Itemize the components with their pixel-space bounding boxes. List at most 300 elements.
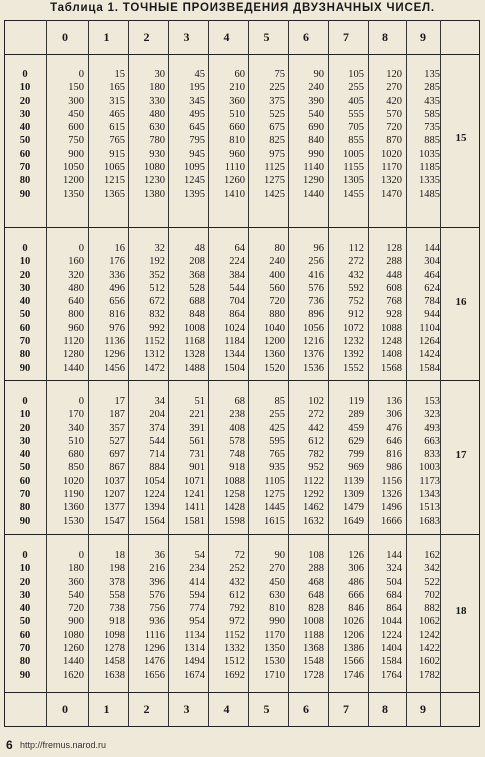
block-multiplier: 16 <box>455 296 467 308</box>
product-cell: 1170 <box>264 629 285 641</box>
product-cell: 1184 <box>224 336 245 348</box>
product-cell: 390 <box>308 95 324 107</box>
product-cell: 32 <box>154 243 165 254</box>
row-label: 70 <box>19 162 31 174</box>
product-cell: 640 <box>68 296 84 308</box>
product-cell: 1410 <box>224 188 245 200</box>
value-column <box>368 395 402 528</box>
product-cell: 1188 <box>303 629 324 641</box>
row-label: 20 <box>19 422 31 434</box>
product-cell: 360 <box>229 95 245 107</box>
product-cell: 375 <box>269 95 285 107</box>
product-cell: 1248 <box>381 336 402 348</box>
product-cell: 1312 <box>144 349 165 361</box>
product-cell: 510 <box>229 108 245 120</box>
product-cell: 1224 <box>381 629 402 641</box>
product-cell: 180 <box>68 563 84 575</box>
product-cell: 270 <box>386 82 402 94</box>
column-header: 2 <box>143 702 150 716</box>
product-cell: 896 <box>308 309 324 321</box>
product-cell: 1615 <box>264 515 285 527</box>
value-column <box>328 242 364 375</box>
row-label: 90 <box>19 188 31 200</box>
value-column <box>368 68 402 201</box>
product-cell: 1326 <box>381 489 402 501</box>
product-cell: 425 <box>269 422 285 434</box>
product-cell: 1056 <box>303 322 324 334</box>
product-cell: 1666 <box>381 515 402 527</box>
product-cell: 400 <box>269 269 285 281</box>
product-cell: 915 <box>109 148 125 160</box>
product-cell: 648 <box>308 589 324 601</box>
product-cell: 252 <box>229 563 245 575</box>
product-cell: 45 <box>194 69 205 80</box>
product-cell: 360 <box>68 576 84 588</box>
product-cell: 204 <box>149 409 165 421</box>
product-cell: 1656 <box>144 669 165 681</box>
product-cell: 675 <box>269 122 285 134</box>
product-cell: 150 <box>68 82 84 94</box>
value-column <box>368 549 402 682</box>
product-cell: 420 <box>386 95 402 107</box>
product-cell: 735 <box>424 122 440 134</box>
table-title: Таблица 1. ТОЧНЫЕ ПРОИЗВЕДЕНИЯ ДВУЗНАЧНЫХ ЧИСЕЛ. <box>50 2 435 14</box>
product-cell: 340 <box>68 422 84 434</box>
product-cell: 416 <box>308 269 324 281</box>
product-cell: 272 <box>348 256 364 268</box>
product-cell: 225 <box>269 82 285 94</box>
product-cell: 324 <box>386 563 402 575</box>
product-cell: 1360 <box>264 349 285 361</box>
column-header: 0 <box>62 702 68 716</box>
product-cell: 1494 <box>184 656 205 668</box>
product-cell: 119 <box>348 396 364 407</box>
product-cell: 720 <box>386 122 402 134</box>
product-cell: 900 <box>68 148 84 160</box>
product-cell: 525 <box>269 108 285 120</box>
product-cell: 1098 <box>104 629 125 641</box>
product-cell: 315 <box>109 95 125 107</box>
product-cell: 1280 <box>63 349 84 361</box>
product-cell: 323 <box>424 409 440 421</box>
product-cell: 480 <box>149 108 165 120</box>
product-cell: 64 <box>234 243 245 254</box>
column-header: 2 <box>143 30 150 44</box>
product-cell: 1692 <box>224 669 245 681</box>
value-column <box>248 242 285 375</box>
product-cell: 1088 <box>381 322 402 334</box>
product-cell: 480 <box>68 282 84 294</box>
product-cell: 1155 <box>343 162 364 174</box>
product-cell: 512 <box>149 282 165 294</box>
product-cell: 864 <box>229 309 245 321</box>
product-cell: 1470 <box>381 188 402 200</box>
value-column <box>88 242 125 375</box>
product-cell: 1620 <box>63 669 84 681</box>
product-cell: 780 <box>149 135 165 147</box>
product-cell: 1020 <box>381 148 402 160</box>
value-column <box>208 242 245 375</box>
value-column <box>46 395 84 528</box>
value-column <box>128 549 165 682</box>
product-cell: 1232 <box>343 336 364 348</box>
column-header: 6 <box>303 30 309 44</box>
product-cell: 992 <box>149 322 165 334</box>
product-cell: 544 <box>229 282 245 294</box>
product-cell: 1278 <box>104 643 125 655</box>
product-cell: 234 <box>189 563 205 575</box>
row-labels <box>4 68 46 201</box>
product-cell: 170 <box>68 409 84 421</box>
value-column <box>46 242 84 375</box>
product-cell: 578 <box>229 435 245 447</box>
product-cell: 1134 <box>184 629 205 641</box>
product-cell: 1428 <box>224 502 245 514</box>
row-label: 90 <box>19 515 31 527</box>
watermark-url: http://fremus.narod.ru <box>20 740 107 750</box>
product-cell: 528 <box>189 282 205 294</box>
value-column <box>168 549 205 682</box>
column-header: 4 <box>223 702 230 716</box>
product-cell: 1458 <box>104 656 125 668</box>
product-cell: 160 <box>68 256 84 268</box>
product-cell: 1071 <box>184 475 205 487</box>
row-label: 0 <box>22 69 28 80</box>
row-label: 50 <box>19 462 31 474</box>
product-cell: 408 <box>229 422 245 434</box>
product-cell: 384 <box>229 269 245 281</box>
product-cell: 646 <box>386 435 402 447</box>
product-cell: 240 <box>308 82 324 94</box>
product-cell: 1504 <box>224 362 245 374</box>
row-label: 60 <box>19 475 31 487</box>
product-cell: 1344 <box>224 349 245 361</box>
product-cell: 1105 <box>264 475 285 487</box>
product-cell: 1380 <box>144 188 165 200</box>
product-cell: 1512 <box>224 656 245 668</box>
product-cell: 972 <box>229 616 245 628</box>
product-cell: 594 <box>189 589 205 601</box>
product-cell: 976 <box>109 322 125 334</box>
product-cell: 36 <box>154 550 165 561</box>
product-cell: 918 <box>109 616 125 628</box>
product-cell: 782 <box>308 449 324 461</box>
value-column <box>288 68 324 201</box>
product-cell: 765 <box>109 135 125 147</box>
product-cell: 450 <box>269 576 285 588</box>
product-cell: 405 <box>348 95 364 107</box>
product-cell: 736 <box>308 296 324 308</box>
row-label: 60 <box>19 148 31 160</box>
row-label: 30 <box>19 282 31 294</box>
product-cell: 1350 <box>264 643 285 655</box>
product-cell: 1320 <box>381 175 402 187</box>
product-cell: 54 <box>194 550 205 561</box>
product-cell: 1062 <box>419 616 440 628</box>
product-cell: 221 <box>189 409 205 421</box>
product-cell: 595 <box>269 435 285 447</box>
product-cell: 1080 <box>144 162 165 174</box>
product-cell: 1566 <box>343 656 364 668</box>
product-cell: 442 <box>308 422 324 434</box>
row-label: 0 <box>22 396 28 407</box>
column-header: 8 <box>382 30 388 44</box>
product-cell: 1513 <box>419 502 440 514</box>
product-cell: 720 <box>269 296 285 308</box>
product-cell: 1044 <box>381 616 402 628</box>
row-label: 70 <box>19 643 31 655</box>
product-cell: 1476 <box>144 656 165 668</box>
product-cell: 1564 <box>144 515 165 527</box>
product-cell: 1485 <box>419 188 440 200</box>
row-label: 90 <box>19 669 31 681</box>
product-cell: 1408 <box>381 349 402 361</box>
product-cell: 51 <box>194 396 205 407</box>
product-cell: 1455 <box>343 188 364 200</box>
product-cell: 558 <box>109 589 125 601</box>
product-cell: 135 <box>424 69 440 80</box>
row-label: 70 <box>19 336 31 348</box>
product-cell: 1275 <box>264 489 285 501</box>
product-cell: 1584 <box>419 362 440 374</box>
product-cell: 816 <box>386 449 402 461</box>
product-cell: 1296 <box>104 349 125 361</box>
product-cell: 1008 <box>184 322 205 334</box>
value-column <box>288 242 324 375</box>
product-cell: 396 <box>149 576 165 588</box>
product-cell: 60 <box>234 69 245 80</box>
product-cell: 162 <box>424 550 440 561</box>
product-cell: 936 <box>149 616 165 628</box>
product-cell: 630 <box>149 122 165 134</box>
product-cell: 1710 <box>264 669 285 681</box>
product-cell: 1350 <box>63 188 84 200</box>
product-cell: 615 <box>109 122 125 134</box>
product-cell: 330 <box>149 95 165 107</box>
value-column <box>288 395 324 528</box>
product-cell: 391 <box>189 422 205 434</box>
product-cell: 0 <box>78 396 84 407</box>
product-cell: 126 <box>348 550 364 561</box>
product-cell: 990 <box>308 148 324 160</box>
product-cell: 255 <box>269 409 285 421</box>
product-cell: 75 <box>274 69 285 80</box>
product-cell: 432 <box>348 269 364 281</box>
value-column <box>88 68 125 201</box>
product-cell: 1072 <box>343 322 364 334</box>
row-label: 10 <box>19 409 31 421</box>
product-cell: 486 <box>348 576 364 588</box>
product-cell: 1116 <box>144 629 165 641</box>
block-multiplier: 18 <box>455 605 467 617</box>
product-cell: 85 <box>274 396 285 407</box>
product-cell: 561 <box>189 435 205 447</box>
product-cell: 1290 <box>303 175 324 187</box>
product-cell: 1530 <box>63 515 84 527</box>
product-cell: 975 <box>269 148 285 160</box>
product-cell: 585 <box>424 108 440 120</box>
product-cell: 1764 <box>381 669 402 681</box>
product-cell: 304 <box>424 256 440 268</box>
product-cell: 945 <box>189 148 205 160</box>
row-label: 0 <box>22 243 28 254</box>
row-label: 50 <box>19 135 31 147</box>
product-cell: 1440 <box>63 656 84 668</box>
product-cell: 1242 <box>419 629 440 641</box>
product-cell: 1003 <box>419 462 440 474</box>
product-cell: 935 <box>269 462 285 474</box>
row-label: 10 <box>19 82 31 94</box>
product-cell: 1728 <box>303 669 324 681</box>
product-cell: 1581 <box>184 515 205 527</box>
product-cell: 544 <box>149 435 165 447</box>
product-cell: 576 <box>308 282 324 294</box>
row-labels <box>4 395 46 528</box>
product-cell: 1200 <box>264 336 285 348</box>
product-cell: 1365 <box>104 188 125 200</box>
product-cell: 522 <box>424 576 440 588</box>
product-cell: 690 <box>308 122 324 134</box>
product-cell: 1479 <box>343 502 364 514</box>
product-cell: 1260 <box>224 175 245 187</box>
row-label: 0 <box>22 550 28 561</box>
product-cell: 414 <box>189 576 205 588</box>
product-cell: 624 <box>424 282 440 294</box>
value-column <box>88 395 125 528</box>
product-cell: 1395 <box>184 188 205 200</box>
product-cell: 1173 <box>419 475 440 487</box>
product-cell: 828 <box>308 603 324 615</box>
row-label: 60 <box>19 629 31 641</box>
product-cell: 774 <box>189 603 205 615</box>
value-column <box>168 242 205 375</box>
product-cell: 208 <box>189 256 205 268</box>
product-cell: 1440 <box>303 188 324 200</box>
product-cell: 112 <box>348 243 364 254</box>
product-cell: 969 <box>348 462 364 474</box>
row-label: 80 <box>19 175 31 187</box>
row-label: 20 <box>19 95 31 107</box>
row-label: 50 <box>19 616 31 628</box>
product-cell: 560 <box>269 282 285 294</box>
product-cell: 128 <box>386 243 402 254</box>
product-cell: 48 <box>194 243 205 254</box>
product-cell: 1360 <box>63 502 84 514</box>
product-cell: 1488 <box>184 362 205 374</box>
product-cell: 884 <box>149 462 165 474</box>
product-cell: 1440 <box>63 362 84 374</box>
value-column <box>46 549 84 682</box>
product-cell: 1168 <box>184 336 205 348</box>
column-header: 1 <box>103 702 110 716</box>
product-cell: 870 <box>386 135 402 147</box>
table-block <box>4 54 480 226</box>
product-cell: 850 <box>68 462 84 474</box>
product-cell: 1054 <box>144 475 165 487</box>
column-header: 3 <box>183 702 190 716</box>
product-cell: 105 <box>348 69 364 80</box>
row-label: 90 <box>19 362 31 374</box>
column-header: 0 <box>62 30 68 44</box>
product-cell: 1104 <box>419 322 440 334</box>
product-cell: 663 <box>424 435 440 447</box>
product-cell: 336 <box>109 269 125 281</box>
product-cell: 256 <box>308 256 324 268</box>
product-cell: 1782 <box>419 669 440 681</box>
product-cell: 176 <box>109 256 125 268</box>
column-header: 3 <box>183 30 190 44</box>
product-cell: 1404 <box>381 643 402 655</box>
product-cell: 1530 <box>264 656 285 668</box>
product-cell: 882 <box>424 603 440 615</box>
value-column <box>328 395 364 528</box>
value-column <box>168 68 205 201</box>
product-cell: 102 <box>308 396 324 407</box>
block-multiplier: 15 <box>455 132 467 144</box>
value-column <box>208 68 245 201</box>
value-column <box>406 549 440 682</box>
product-cell: 90 <box>274 550 285 561</box>
column-header: 1 <box>103 30 110 44</box>
product-cell: 1224 <box>144 489 165 501</box>
product-cell: 1190 <box>63 489 84 501</box>
product-cell: 495 <box>189 108 205 120</box>
product-cell: 1241 <box>184 489 205 501</box>
product-cell: 450 <box>68 108 84 120</box>
product-cell: 1120 <box>63 336 84 348</box>
product-cell: 1422 <box>419 643 440 655</box>
product-cell: 16 <box>114 243 125 254</box>
product-cell: 660 <box>229 122 245 134</box>
product-cell: 187 <box>109 409 125 421</box>
product-cell: 1305 <box>343 175 364 187</box>
row-label: 60 <box>19 322 31 334</box>
product-cell: 30 <box>154 69 165 80</box>
product-cell: 1065 <box>104 162 125 174</box>
row-label: 30 <box>19 108 31 120</box>
product-cell: 1110 <box>224 162 245 174</box>
value-column <box>128 68 165 201</box>
product-cell: 120 <box>386 69 402 80</box>
product-cell: 714 <box>149 449 165 461</box>
product-cell: 1122 <box>303 475 324 487</box>
product-cell: 448 <box>386 269 402 281</box>
product-cell: 144 <box>386 550 402 561</box>
product-cell: 1125 <box>264 162 285 174</box>
product-cell: 629 <box>348 435 364 447</box>
product-cell: 300 <box>68 95 84 107</box>
product-cell: 720 <box>68 603 84 615</box>
header-row-bottom <box>4 692 480 726</box>
product-cell: 1037 <box>104 475 125 487</box>
product-cell: 704 <box>229 296 245 308</box>
product-cell: 540 <box>308 108 324 120</box>
product-cell: 1206 <box>343 629 364 641</box>
product-cell: 1035 <box>419 148 440 160</box>
product-cell: 768 <box>386 296 402 308</box>
value-column <box>88 549 125 682</box>
column-header: 7 <box>343 30 349 44</box>
product-cell: 368 <box>189 269 205 281</box>
product-cell: 885 <box>424 135 440 147</box>
column-header: 5 <box>263 30 270 44</box>
product-cell: 855 <box>348 135 364 147</box>
column-header: 4 <box>223 30 230 44</box>
row-divider <box>4 692 480 693</box>
product-cell: 1264 <box>419 336 440 348</box>
product-cell: 1309 <box>343 489 364 501</box>
row-label: 40 <box>19 122 31 134</box>
